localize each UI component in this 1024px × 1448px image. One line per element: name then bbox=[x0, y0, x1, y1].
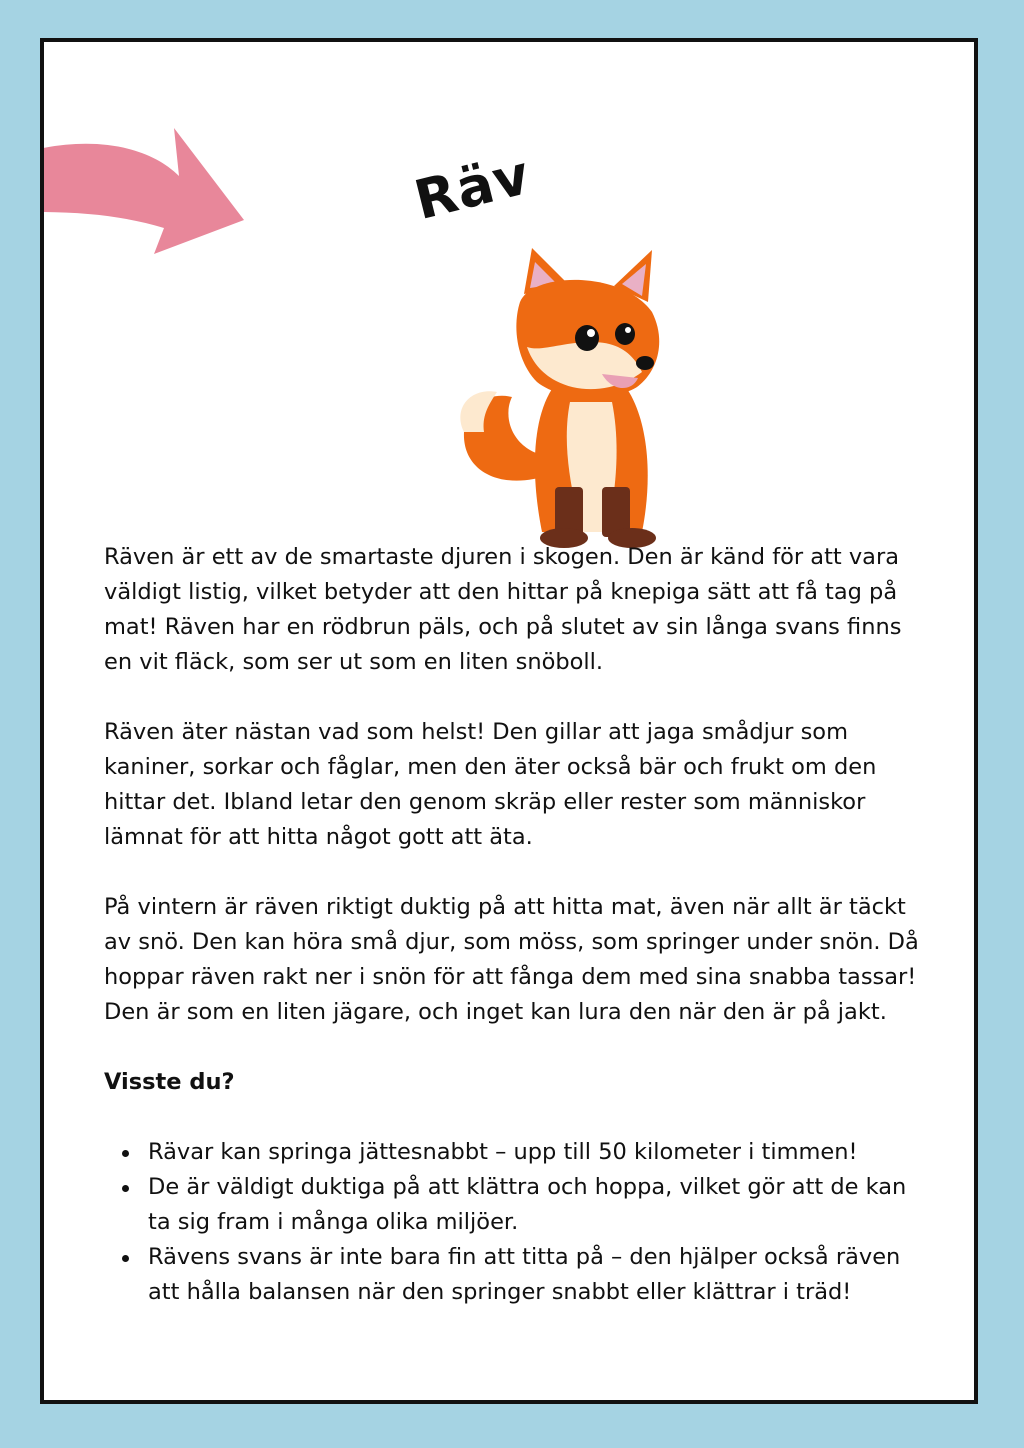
facts-heading: Visste du? bbox=[104, 1069, 235, 1095]
fox-illustration bbox=[442, 242, 672, 552]
pink-arrow-icon bbox=[44, 126, 254, 266]
page-title: Räv bbox=[408, 142, 537, 233]
fact-item: Rävens svans är inte bara fin att titta på – den hjälper också räven att hålla balansen när den springer snabbt eller klättrar i träd! bbox=[148, 1240, 934, 1310]
worksheet-card bbox=[40, 38, 978, 1404]
paragraph-intro: Räven är ett av de smartaste djuren i skogen. Den är känd för att vara väldigt listig, vilket betyder att den hittar på knepiga sätt att få tag på mat! Räven har en rödbrun päls, och på slutet av sin långa svans finns en vit fläck, som ser ut som en liten snöboll. bbox=[104, 544, 902, 675]
text-content bbox=[104, 540, 934, 1310]
fact-item: De är väldigt duktiga på att klättra och hoppa, vilket gör att de kan ta sig fram i många olika miljöer. bbox=[148, 1170, 934, 1240]
paragraph-food: Räven äter nästan vad som helst! Den gillar att jaga smådjur som kaniner, sorkar och fåglar, men den äter också bär och frukt om den hittar det. Ibland letar den genom skräp eller rester som människor lämnat för att hitta något gott att äta. bbox=[104, 719, 877, 850]
fact-item: Rävar kan springa jättesnabbt – upp till 50 kilometer i timmen! bbox=[148, 1135, 934, 1170]
paragraph-winter: På vintern är räven riktigt duktig på att hitta mat, även när allt är täckt av snö. Den kan höra små djur, som möss, som springer under snön. Då hoppar räven rakt ner i snön för att fånga dem med sina snabba tassar! Den är som en liten jägare, och inget kan lura den när den är på jakt. bbox=[104, 894, 919, 1025]
facts-list bbox=[104, 1135, 934, 1310]
